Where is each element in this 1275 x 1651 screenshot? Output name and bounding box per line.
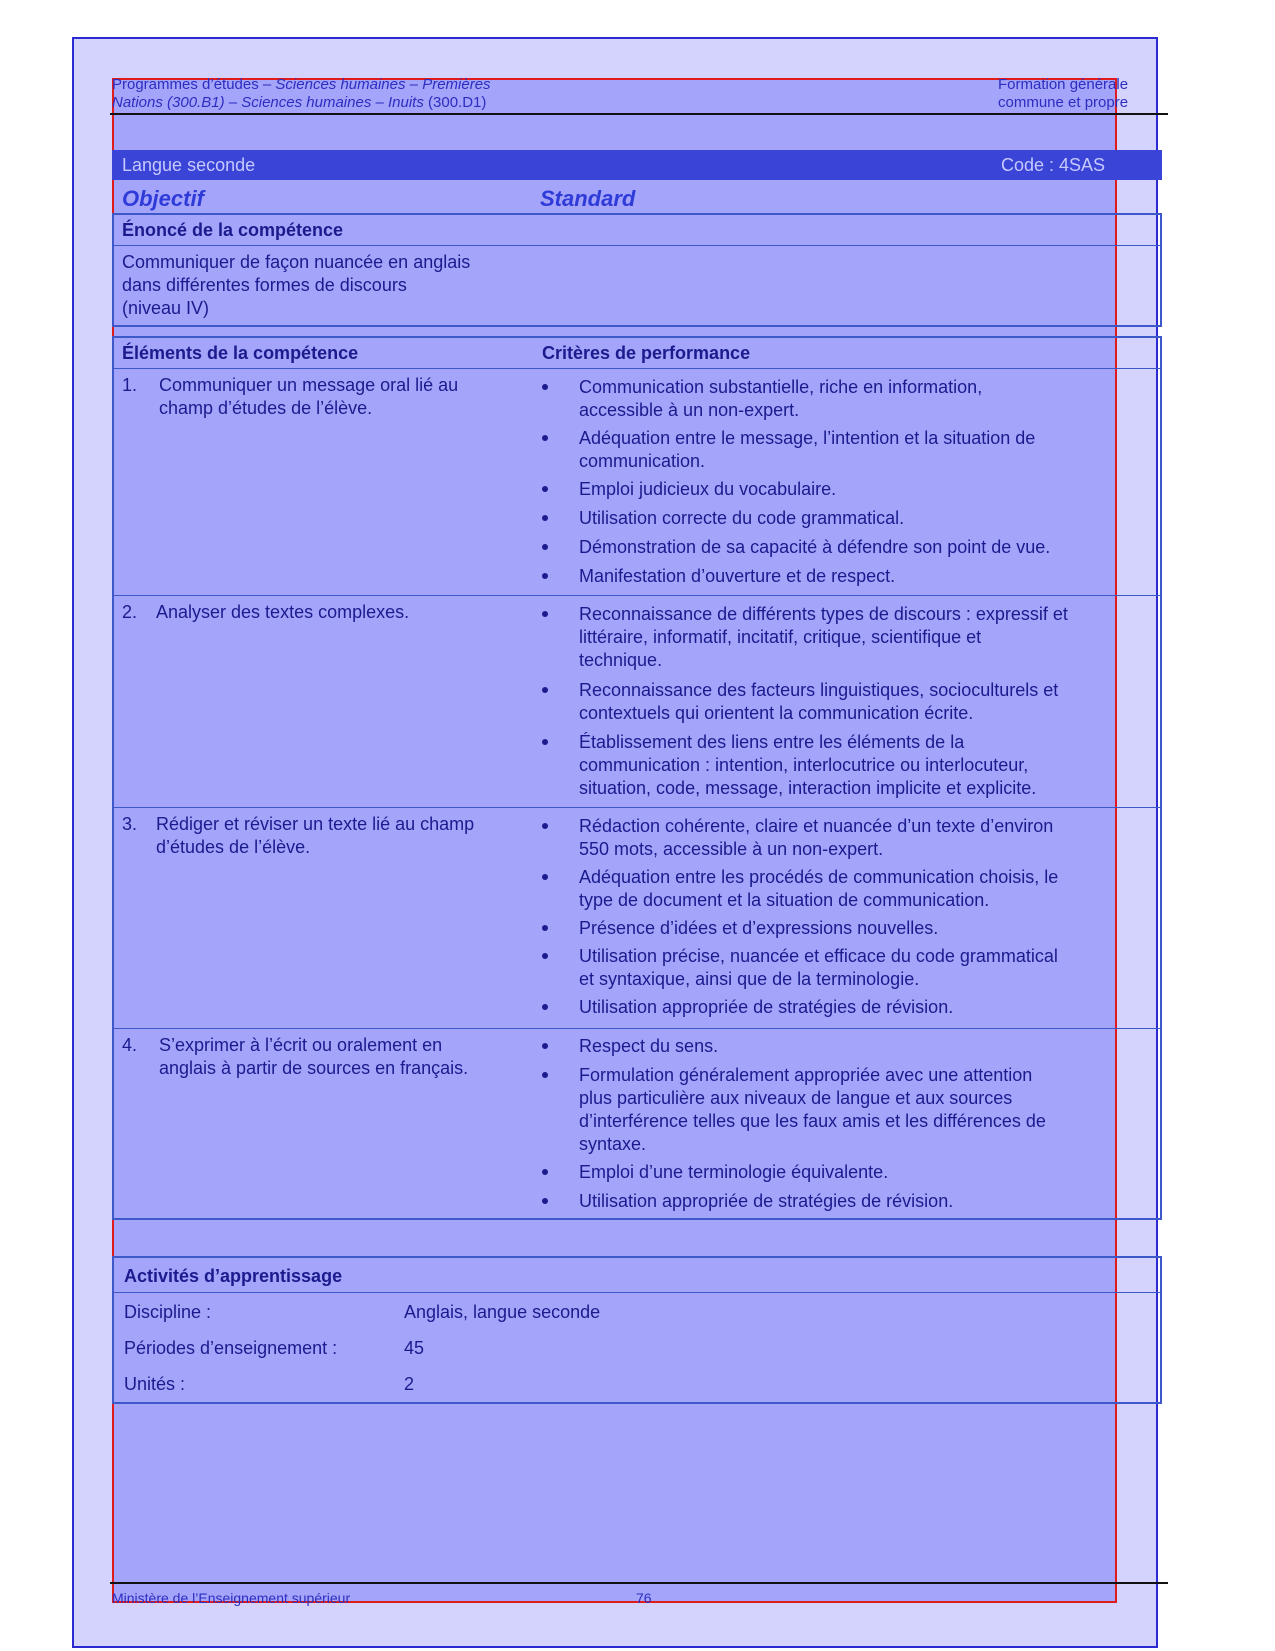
column-header-criteres: Critères de performance [542, 343, 751, 363]
header-formation-line1: Formation générale [998, 76, 1129, 93]
header-program-name: Nations (300.B1) [112, 94, 225, 111]
divider [114, 1292, 1160, 1293]
divider [114, 245, 1160, 246]
unites-label: Unités : [124, 1374, 186, 1394]
competence-heading: Énoncé de la compétence [122, 220, 344, 240]
bullet-icon [542, 953, 548, 959]
element-text: Rédiger et réviser un texte lié au champ [156, 814, 475, 834]
bullet-icon [542, 1072, 548, 1078]
header-program-name: Premières [422, 76, 491, 93]
discipline-label: Discipline : [124, 1302, 212, 1322]
bullet-icon [542, 1043, 548, 1049]
criterion-text: Présence d’idées et d’expressions nouvelles. [579, 918, 939, 938]
objectif-heading: Objectif [122, 186, 204, 211]
discipline-value: Anglais, langue seconde [404, 1302, 601, 1322]
element-text: champ d’études de l’élève. [159, 398, 373, 418]
unites-value: 2 [404, 1374, 415, 1394]
criterion-text: type de document et la situation de communication. [579, 890, 990, 910]
criterion-text: Utilisation appropriée de stratégies de révision. [579, 997, 954, 1017]
criterion-text: 550 mots, accessible à un non-expert. [579, 839, 884, 859]
criterion-text: situation, code, message, interaction implicite et explicite. [579, 778, 1037, 798]
criterion-text: contextuels qui orientent la communication écrite. [579, 703, 974, 723]
competence-box [112, 213, 1162, 327]
divider [114, 807, 1160, 808]
bullet-icon [542, 1169, 548, 1175]
criterion-text: communication. [579, 451, 706, 471]
criterion-text: technique. [579, 650, 663, 670]
criterion-text: littéraire, informatif, incitatif, critique, scientifique et [579, 627, 982, 647]
bullet-icon [542, 1004, 548, 1010]
activites-heading: Activités d’apprentissage [124, 1266, 343, 1286]
criterion-text: Rédaction cohérente, claire et nuancée d’un texte d’environ [579, 816, 1054, 836]
element-number: 1. [122, 375, 138, 395]
footer-ministry: Ministère de l’Enseignement supérieur [112, 1590, 351, 1606]
bullet-icon [542, 435, 548, 441]
column-header-elements: Éléments de la compétence [122, 343, 359, 363]
criterion-text: Formulation généralement appropriée avec une attention [579, 1065, 1033, 1085]
header-program-code: (300.D1) [428, 94, 487, 111]
criterion-text: Reconnaissance des facteurs linguistiques, socioculturels et [579, 680, 1059, 700]
criterion-text: Adéquation entre les procédés de communication choisis, le [579, 867, 1059, 887]
criterion-text: Emploi judicieux du vocabulaire. [579, 479, 837, 499]
bullet-icon [542, 573, 548, 579]
standard-heading: Standard [540, 186, 636, 211]
bullet-icon [542, 739, 548, 745]
header-separator: – [262, 76, 272, 93]
criterion-text: Utilisation précise, nuancée et efficace du code grammatical [579, 946, 1058, 966]
bullet-icon [542, 515, 548, 521]
element-number: 2. [122, 602, 138, 622]
competence-statement: dans différentes formes de discours [122, 275, 407, 295]
header-formation-line2: commune et propre [998, 94, 1129, 111]
activites-box [112, 1256, 1162, 1404]
criterion-text: accessible à un non-expert. [579, 400, 800, 420]
header-program-name: Sciences humaines – Inuits [241, 94, 424, 111]
course-title: Langue seconde [122, 155, 256, 175]
criterion-text: Manifestation d’ouverture et de respect. [579, 566, 896, 586]
header-program-line1 [112, 76, 491, 93]
periodes-label: Périodes d’enseignement : [124, 1338, 338, 1358]
bullet-icon [542, 823, 548, 829]
bullet-icon [542, 486, 548, 492]
element-text: Communiquer un message oral lié au [159, 375, 459, 395]
header-program-line2 [112, 94, 486, 111]
criterion-text: Reconnaissance de différents types de discours : expressif et [579, 604, 1068, 624]
criterion-text: syntaxe. [579, 1134, 647, 1154]
competence-statement: (niveau IV) [122, 298, 210, 318]
criterion-text: plus particulière aux niveaux de langue et aux sources [579, 1088, 1013, 1108]
criterion-text: Emploi d’une terminologie équivalente. [579, 1162, 889, 1182]
header-separator: – [228, 94, 238, 111]
criterion-text: Adéquation entre le message, l’intention et la situation de [579, 428, 1036, 448]
divider [114, 368, 1160, 369]
criterion-text: communication : intention, interlocutrice ou interlocuteur, [579, 755, 1029, 775]
criterion-text: Utilisation appropriée de stratégies de révision. [579, 1191, 954, 1211]
bullet-icon [542, 1198, 548, 1204]
course-code: Code : 4SAS [1001, 155, 1106, 175]
divider [114, 595, 1160, 596]
page-number: 76 [636, 1590, 652, 1606]
element-text: d’études de l’élève. [156, 837, 311, 857]
criteria-table [112, 336, 1162, 1220]
element-number: 4. [122, 1035, 138, 1055]
bullet-icon [542, 925, 548, 931]
element-text: Analyser des textes complexes. [156, 602, 410, 622]
criterion-text: d’interférence telles que les faux amis et les différences de [579, 1111, 1046, 1131]
bullet-icon [542, 611, 548, 617]
criterion-text: Respect du sens. [579, 1036, 719, 1056]
bullet-icon [542, 384, 548, 390]
criterion-text: Communication substantielle, riche en information, [579, 377, 983, 397]
divider [114, 1028, 1160, 1029]
periodes-value: 45 [404, 1338, 425, 1358]
element-text: S’exprimer à l’écrit ou oralement en [159, 1035, 443, 1055]
competence-statement: Communiquer de façon nuancée en anglais [122, 252, 471, 272]
criterion-text: Utilisation correcte du code grammatical. [579, 508, 905, 528]
bullet-icon [542, 544, 548, 550]
criterion-text: et syntaxique, ainsi que de la terminologie. [579, 969, 920, 989]
header-program-label: Programmes d’études [112, 76, 259, 93]
header-separator: – [409, 76, 419, 93]
element-text: anglais à partir de sources en français. [159, 1058, 469, 1078]
criterion-text: Établissement des liens entre les éléments de la [579, 732, 965, 752]
footer-rule [110, 1582, 1168, 1584]
criterion-text: Démonstration de sa capacité à défendre son point de vue. [579, 537, 1051, 557]
header-program-name: Sciences humaines [275, 76, 406, 93]
bullet-icon [542, 874, 548, 880]
bullet-icon [542, 687, 548, 693]
element-number: 3. [122, 814, 138, 834]
course-title-bar [112, 150, 1162, 180]
header-rule [110, 113, 1168, 115]
